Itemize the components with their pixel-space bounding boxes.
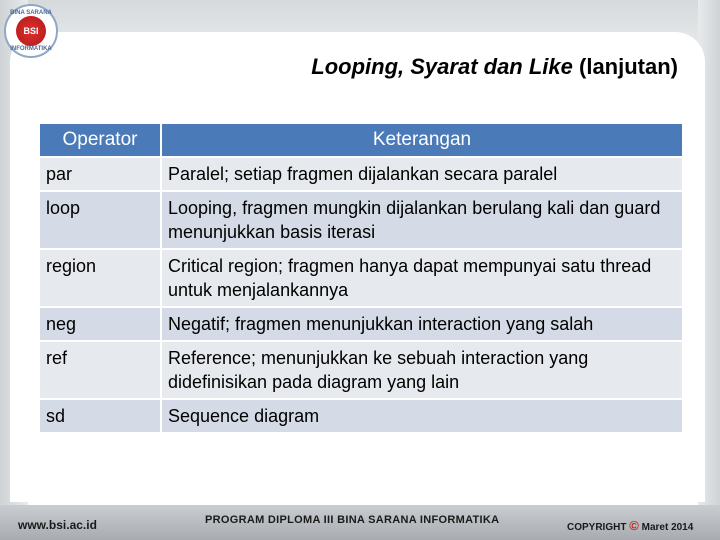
operator-cell: region bbox=[40, 250, 160, 306]
table-row bbox=[40, 308, 682, 340]
footer-program: PROGRAM DIPLOMA III BINA SARANA INFORMATIKA bbox=[205, 514, 500, 526]
logo-text: BSI bbox=[23, 26, 39, 36]
footer-copyright bbox=[567, 518, 693, 533]
page-title-suffix: (lanjutan) bbox=[579, 54, 678, 79]
operator-cell: ref bbox=[40, 342, 160, 398]
description-cell: Looping, fragmen mungkin dijalankan berulang kali dan guard menunjukkan basis iterasi bbox=[162, 192, 682, 248]
logo-emblem-icon bbox=[16, 16, 46, 46]
operator-cell: par bbox=[40, 158, 160, 190]
operator-table bbox=[38, 122, 684, 434]
table-row bbox=[40, 250, 682, 306]
description-cell: Negatif; fragmen menunjukkan interaction yang salah bbox=[162, 308, 682, 340]
description-cell: Critical region; fragmen hanya dapat mempunyai satu thread untuk menjalankannya bbox=[162, 250, 682, 306]
bsi-logo bbox=[4, 4, 58, 58]
header-operator: Operator bbox=[40, 124, 160, 156]
table-row bbox=[40, 192, 682, 248]
page-title bbox=[150, 54, 678, 80]
description-cell: Sequence diagram bbox=[162, 400, 682, 432]
description-cell: Paralel; setiap fragmen dijalankan secara paralel bbox=[162, 158, 682, 190]
logo-ring-bottom: INFORMATIKA bbox=[10, 46, 52, 52]
table-row bbox=[40, 342, 682, 398]
operator-cell: neg bbox=[40, 308, 160, 340]
footer-url: www.bsi.ac.id bbox=[18, 518, 97, 532]
copyright-date: Maret 2014 bbox=[641, 522, 694, 533]
table-row bbox=[40, 158, 682, 190]
copyright-icon: © bbox=[629, 518, 639, 533]
operator-cell: sd bbox=[40, 400, 160, 432]
logo-ring-top: BINA SARANA bbox=[10, 10, 52, 16]
operator-cell: loop bbox=[40, 192, 160, 248]
description-cell: Reference; menunjukkan ke sebuah interaction yang didefinisikan pada diagram yang lain bbox=[162, 342, 682, 398]
page-title-italic: Looping, Syarat dan Like bbox=[311, 54, 573, 79]
copyright-label: COPYRIGHT bbox=[567, 522, 627, 533]
table-header-row bbox=[40, 124, 682, 156]
table-row bbox=[40, 400, 682, 432]
header-keterangan: Keterangan bbox=[162, 124, 682, 156]
